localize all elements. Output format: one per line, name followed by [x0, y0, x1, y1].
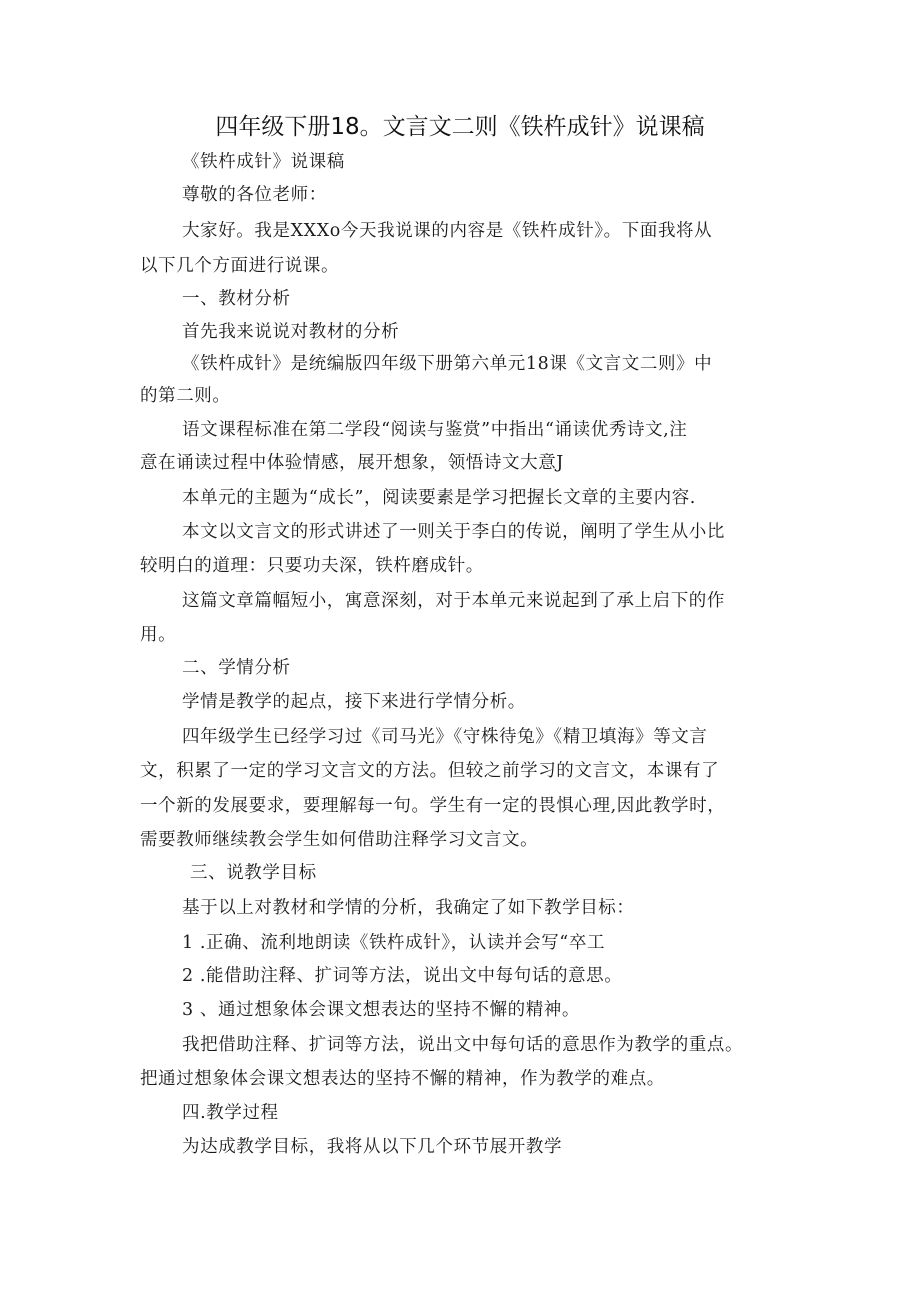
section-heading: 三、说教学目标	[190, 863, 317, 883]
paragraph-line: 意在诵读过程中体验情感，展开想象，领悟诗文大意J	[140, 453, 564, 473]
document-title: 四年级下册18。文言文二则《铁杵成针》说课稿	[215, 114, 705, 140]
paragraph-line: 《铁杵成针》是统编版四年级下册第六单元18课《文言文二则》中	[182, 354, 713, 374]
paragraph-line: 基于以上对教材和学情的分析，我确定了如下教学目标：	[182, 898, 635, 918]
paragraph-line: 本文以文言文的形式讲述了一则关于李白的传说，阐明了学生从小比	[182, 522, 725, 542]
paragraph-line: 一个新的发展要求，要理解每一句。学生有一定的畏惧心理,因此教学时，	[140, 796, 726, 816]
section-heading: 二、学情分析	[182, 658, 291, 678]
paragraph-line: 学情是教学的起点，接下来进行学情分析。	[182, 692, 526, 712]
section-heading: 一、教材分析	[182, 289, 291, 309]
paragraph-line: 的第二则。	[140, 386, 231, 406]
greeting-line: 尊敬的各位老师：	[182, 185, 327, 205]
list-item: 1 .正确、流利地朗读《铁杵成针》，认读并会写“卒工	[182, 933, 606, 953]
paragraph-line: 语文课程标准在第二学段“阅读与鉴赏”中指出“诵读优秀诗文,注	[182, 420, 688, 440]
paragraph-line: 以下几个方面进行说课。	[140, 256, 340, 276]
paragraph-line: 我把借助注释、扩词等方法，说出文中每句话的意思作为教学的重点。	[182, 1035, 744, 1055]
list-item: 3 、通过想象体会课文想表达的坚持不懈的精神。	[182, 1000, 580, 1020]
paragraph-line: 为达成教学目标，我将从以下几个环节展开教学	[182, 1137, 563, 1157]
paragraph-line: 首先我来说说对教材的分析	[182, 322, 400, 342]
paragraph-line: 本单元的主题为“成长”，阅读要素是学习把握长文章的主要内容.	[182, 488, 696, 508]
paragraph-line: 这篇文章篇幅短小，寓意深刻，对于本单元来说起到了承上启下的作	[182, 591, 725, 611]
paragraph-line: 较明白的道理：只要功夫深，铁杵磨成针。	[140, 556, 484, 576]
paragraph-line: 文，积累了一定的学习文言文的方法。但较之前学习的文言文，本课有了	[140, 761, 720, 781]
paragraph-line: 把通过想象体会课文想表达的坚持不懈的精神，作为教学的难点。	[140, 1069, 665, 1089]
paragraph-line: 用。	[140, 625, 177, 645]
list-item: 2 .能借助注释、扩词等方法，说出文中每句话的意思。	[182, 966, 623, 986]
paragraph-line: 四年级学生已经学习过《司马光》《守株待兔》《精卫填海》等文言	[182, 727, 708, 747]
section-heading: 四.教学过程	[182, 1103, 279, 1123]
paragraph-line: 大家好。我是XXXo今天我说课的内容是《铁杵成针》。下面我将从	[182, 221, 713, 241]
subtitle-line: 《铁杵成针》说课稿	[182, 152, 345, 172]
paragraph-line: 需要教师继续教会学生如何借助注释学习文言文。	[140, 830, 539, 850]
